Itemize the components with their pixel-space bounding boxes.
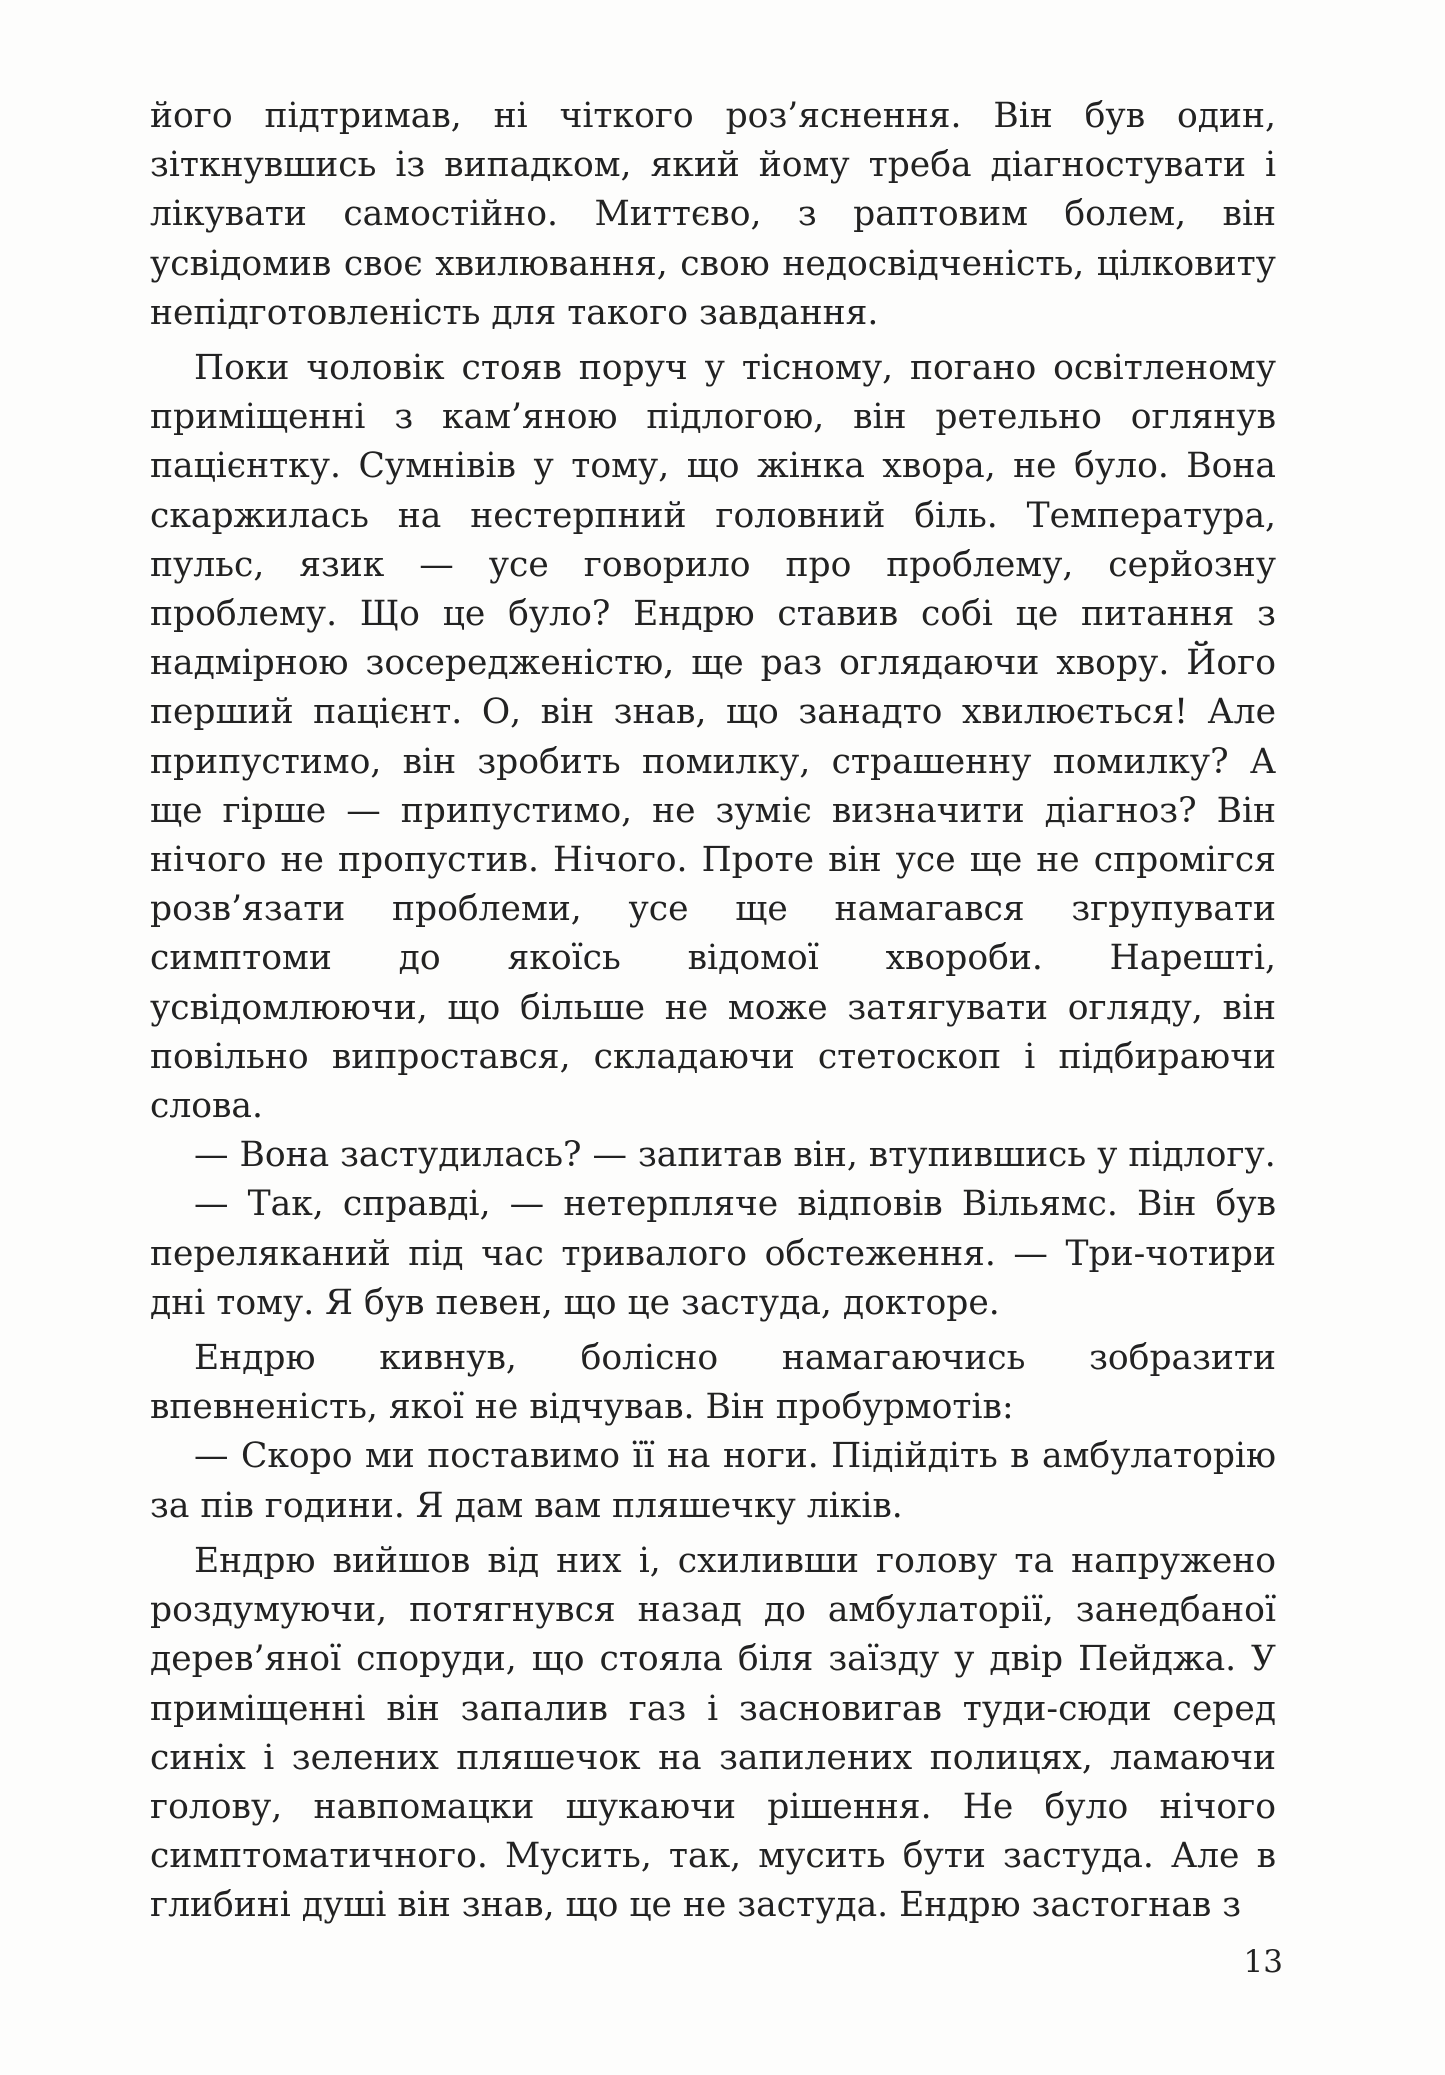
paragraph-dispensary: Ендрю вийшов від них і, схиливши голову та напружено роздумуючи, потягнувся назад до амбулаторії, занедбаної дерев’яної споруди, що стояла біля заїзду у двір Пейджа. У приміщенні він запалив газ і засновигав туди-сюди серед синіх і зелених пляшечок на запилених полицях, ламаючи голову, навпомацки шукаючи рішення. Не було нічого симптоматичного. Мусить, так, мусить бути застуда. Але в глибині душі він знав, що це не застуда. Ендрю застогнав з xyxy=(150,1540,1276,1926)
paragraph-examination: Поки чоловік стояв поруч у тісному, погано освітленому приміщенні з кам’яною підлогою, він ретельно оглянув пацієнтку. Сумнівів у тому, що жінка хвора, не було. Вона скаржилась на нестерпний головний біль. Температура, пульс, язик — усе говорило про проблему, серйозну проблему. Що це було? Ендрю ставив собі це питання з надмірною зосередженістю, ще раз оглядаючи хвору. Його перший пацієнт. О, він знав, що занадто хвилюється! Але припустимо, він зробить помилку, страшенну помилку? А ще гірше — припустимо, не зуміє визначити діагноз? Він нічого не пропустив. Нічого. Проте він усе ще не спромігся розв’язати проблеми, усе ще намагався згрупувати симптоми до якоїсь відомої хвороби. Нарешті, усвідомлюючи, що більше не може затягувати огляду, він повільно випростався, складаючи стетоскоп і підбираючи слова. xyxy=(150,348,1276,1127)
paragraph-dialogue-answer: — Так, справді, — нетерпляче відповів Вільямс. Він був переляканий під час тривалого обстеження. — Три-чотири дні тому. Я був певен, що це застуда, докторе. xyxy=(150,1184,1276,1323)
page-number: 13 xyxy=(1243,1944,1283,1980)
paragraph-andrew-nods: Ендрю кивнув, болісно намагаючись зобразити впевненість, якої не відчував. Він пробурмотів: xyxy=(150,1338,1276,1428)
paragraph-continuation: його підтримав, ні чіткого роз’яснення. Він був один, зіткнувшись із випадком, який йому треба діагностувати і лікувати самостійно. Миттєво, з раптовим болем, він усвідомив своє хвилювання, свою недосвідченість, цілковиту непідготовленість для такого завдання. xyxy=(150,96,1276,333)
paragraph-dialogue-reassurance: — Скоро ми поставимо її на ноги. Підійдіть в амбулаторію за пів години. Я дам вам пляшечку ліків. xyxy=(150,1436,1276,1526)
page-text xyxy=(150,92,1276,1931)
paragraph-dialogue-question: — Вона застудилась? — запитав він, втупившись у підлогу. xyxy=(194,1135,1276,1176)
